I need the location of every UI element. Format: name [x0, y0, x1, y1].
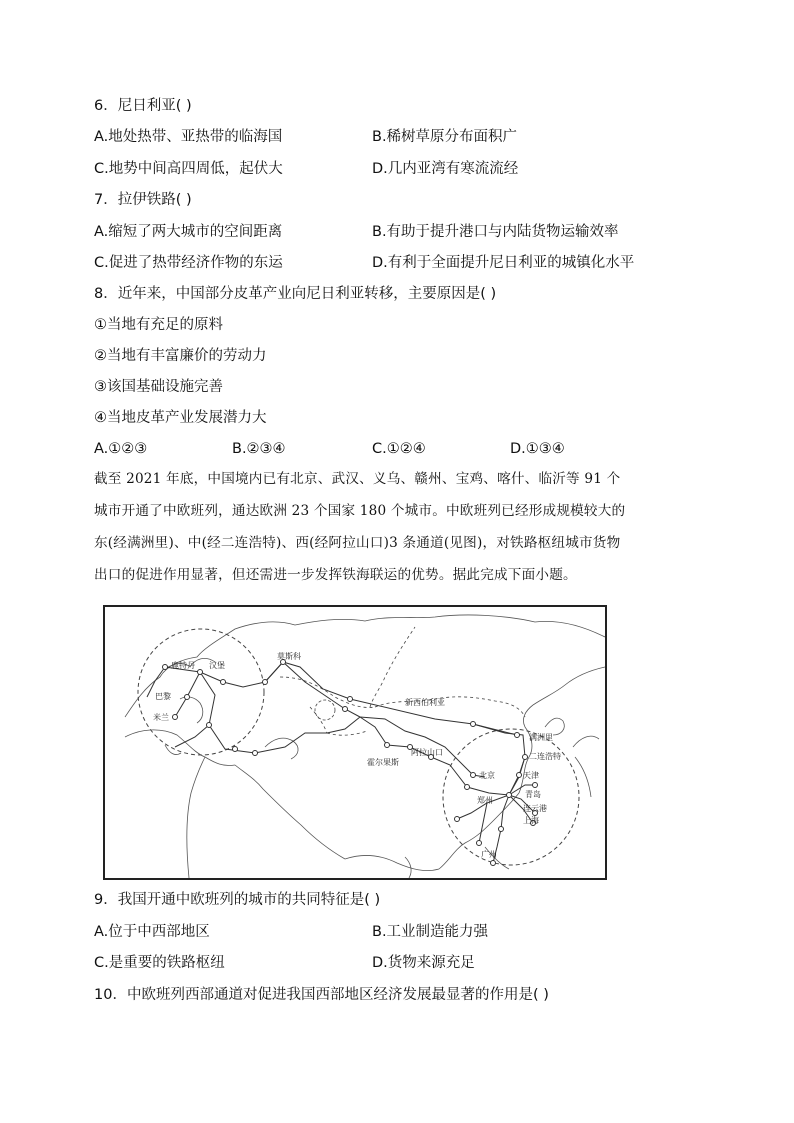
label-horgos: 霍尔果斯	[367, 758, 399, 767]
q7-option-c: C.促进了热带经济作物的东运	[94, 255, 283, 271]
label-guangzhou: 广州	[481, 850, 497, 859]
passage-line-1: 截至 2021 年底，中国境内已有北京、武汉、义乌、赣州、宝鸡、喀什、临沂等 91 个	[94, 471, 621, 487]
q9-option-a: A.位于中西部地区	[94, 924, 210, 940]
label-erenhot: 二连浩特	[529, 752, 561, 761]
label-hamburg: 汉堡	[209, 661, 225, 670]
q6-option-d: D.几内亚湾有寒流流经	[372, 161, 519, 177]
q9-stem: 9．我国开通中欧班列的城市的共同特征是( )	[94, 892, 381, 908]
q7-option-b: B.有助于提升港口与内陆货物运输效率	[372, 224, 619, 240]
label-qingdao: 青岛	[525, 790, 541, 799]
q8-item-2: ②当地有丰富廉价的劳动力	[94, 348, 267, 364]
q6-stem: 6．尼日利亚( )	[94, 98, 192, 114]
passage-line-3: 东(经满洲里)、中(经二连浩特)、西(经阿拉山口)3 条通道(见图)，对铁路枢纽城市货物	[94, 535, 621, 551]
borders	[280, 627, 525, 735]
label-zhengzhou: 郑州	[477, 796, 493, 805]
q7-option-a: A.缩短了两大城市的空间距离	[94, 224, 283, 240]
label-rotterdam: 鹿特丹	[171, 661, 195, 670]
passage-line-2: 城市开通了中欧班列，通达欧洲 23 个国家 180 个城市。中欧班列已经形成规模较大的	[94, 503, 626, 519]
q7-stem: 7．拉伊铁路( )	[94, 192, 192, 208]
q8-item-1: ①当地有充足的原料	[94, 317, 223, 333]
q6-option-c: C.地势中间高四周低，起伏大	[94, 161, 283, 177]
label-tianjin: 天津	[523, 771, 539, 780]
q9-option-b: B.工业制造能力强	[372, 924, 489, 940]
q8-option-d: D.①③④	[510, 441, 565, 457]
label-new-siberia: 新西伯利亚	[405, 698, 445, 707]
q9-option-c: C.是重要的铁路枢纽	[94, 955, 225, 971]
label-lianyungang: 连云港	[523, 804, 547, 813]
q9-option-d: D.货物来源充足	[372, 955, 475, 971]
q7-option-d: D.有利于全面提升尼日利亚的城镇化水平	[372, 255, 635, 271]
passage-line-4: 出口的促进作用显著，但还需进一步发挥铁海联运的优势。据此完成下面小题。	[94, 567, 577, 583]
label-moscow: 莫斯科	[277, 652, 301, 661]
stations	[163, 660, 538, 866]
passage	[94, 463, 706, 591]
map-svg	[105, 607, 605, 878]
q6-option-b: B.稀树草原分布面积广	[372, 129, 518, 145]
label-paris: 巴黎	[155, 692, 171, 701]
q8-option-c: C.①②④	[372, 441, 426, 457]
coastlines	[125, 615, 605, 878]
q8-option-a: A.①②③	[94, 441, 148, 457]
label-alashankou: 阿拉山口	[411, 748, 443, 757]
q10-stem: 10．中欧班列西部通道对促进我国西部地区经济发展最显著的作用是( )	[94, 987, 549, 1003]
label-milan: 米兰	[153, 713, 169, 722]
q6-option-a: A.地处热带、亚热带的临海国	[94, 129, 283, 145]
railway-routes	[147, 662, 535, 863]
q8-option-b: B.②③④	[232, 441, 286, 457]
q8-item-4: ④当地皮革产业发展潜力大	[94, 410, 267, 426]
label-manzhouli: 满洲里	[529, 733, 553, 742]
label-shanghai: 上海	[523, 816, 539, 825]
q8-item-3: ③该国基础设施完善	[94, 379, 223, 395]
label-beijing: 北京	[479, 771, 495, 780]
q8-stem: 8．近年来，中国部分皮革产业向尼日利亚转移，主要原因是( )	[94, 286, 497, 302]
china-europe-railway-map	[103, 605, 607, 880]
